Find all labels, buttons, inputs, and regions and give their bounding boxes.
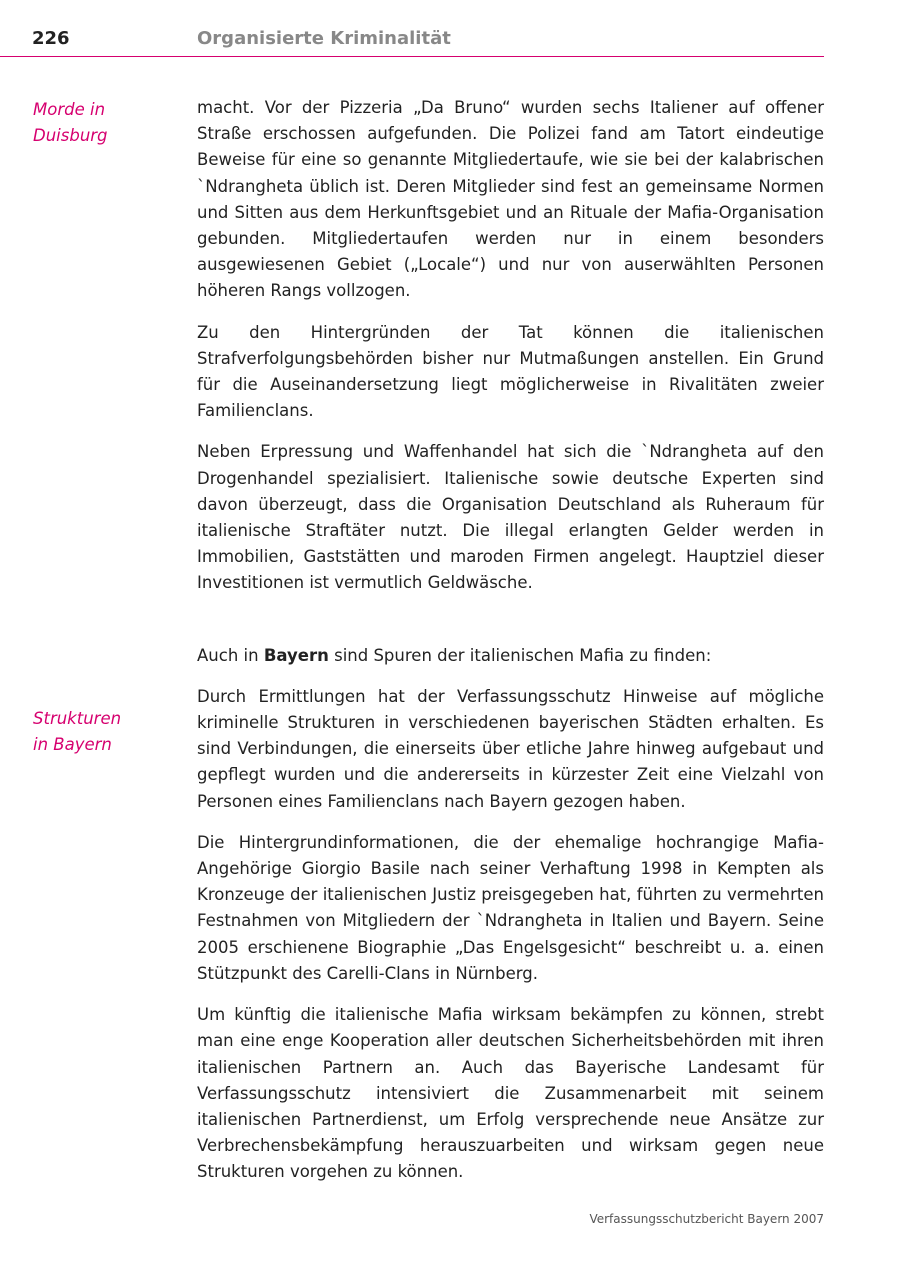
page-number: 226: [32, 28, 70, 49]
paragraph-duisburg-murders: macht. Vor der Pizzeria „Da Bruno“ wurden sechs Italiener auf offener Straße erschossen aufgefunden. Die Polizei fand am Tatort eindeutige Beweise für eine so genannte Mitgliedertaufe, wie sie bei der kalabrischen `Ndrangheta üblich ist. Deren Mitglieder sind fest an gemeinsame Normen und Sitten aus dem Herkunftsgebiet und an Rituale der Mafia-Organisation gebunden. Mitgliedertaufen werden nur in einem besonders ausgewiesenen Gebiet („Locale“) und nur von auserwählten Personen höheren Rangs vollzogen.: [197, 98, 824, 301]
header-divider: [0, 56, 824, 57]
margin-note-line: in Bayern: [33, 735, 112, 754]
intro-text-end: sind Spuren der italienischen Mafia zu finden:: [328, 645, 712, 665]
margin-note-line: Duisburg: [33, 126, 108, 145]
page-footer: Verfassungsschutzbericht Bayern 2007: [589, 1212, 824, 1226]
paragraph-cooperation: Um künftig die italienische Mafia wirksam bekämpfen zu können, strebt man eine enge Kooperation aller deutschen Sicherheitsbehörden mit ihren italienischen Partnern an. Auch das Bayerische Landesamt für Verfassungsschutz intensiviert die Zusammenarbeit mit seinem italienischen Partnerdienst, um Erfolg versprechende neue Ansätze zur Verbrechensbekämpfung herauszuarbeiten und wirksam gegen neue Strukturen vorgehen zu können.: [197, 1005, 824, 1182]
intro-text: Auch in: [197, 645, 264, 665]
margin-note-line: Strukturen: [33, 709, 122, 728]
margin-note-line: Morde in: [33, 100, 106, 119]
paragraph-drug-trade: Neben Erpressung und Waffenhandel hat sich die `Ndrangheta auf den Drogenhandel spezialisiert. Italienische sowie deutsche Experten sind davon überzeugt, dass die Organisation Deutschland als Ruheraum für italienische Straftäter nutzt. Die illegal erlangten Gelder werden in Immobilien, Gaststätten und maroden Firmen angelegt. Hauptziel dieser Investitionen ist vermutlich Geldwäsche.: [197, 442, 824, 593]
paragraph-investigations: Durch Ermittlungen hat der Verfassungsschutz Hinweise auf mögliche kriminelle Strukturen in verschiedenen bayerischen Städten erhalten. Es sind Verbindungen, die einerseits über etliche Jahre hinweg aufgebaut und gepflegt wurden und die andererseits in kürzester Zeit eine Vielzahl von Personen eines Familienclans nach Bayern gezogen haben.: [197, 686, 824, 811]
margin-note-morde-duisburg: [33, 97, 173, 149]
paragraph-basile: Die Hintergrundinformationen, die der ehemalige hochrangige Mafia-Angehörige Giorgio Basile nach seiner Verhaftung 1998 in Kempten als Kronzeuge der italienischen Justiz preisgegeben hat, führten zu vermehrten Festnahmen von Mitgliedern der `Ndrangheta in Italien und Bayern. Seine 2005 erschienene Biographie „Das Engelsgesicht“ beschreibt u. a. einen Stützpunkt des Carelli-Clans in Nürnberg.: [197, 832, 824, 983]
margin-note-strukturen-bayern: [33, 706, 173, 758]
running-header-title: Organisierte Kriminalität: [197, 28, 451, 49]
bayern-bold: Bayern: [263, 645, 329, 665]
paragraph-background: Zu den Hintergründen der Tat können die italienischen Strafverfolgungsbehörden bisher nur Mutmaßungen anstellen. Ein Grund für die Auseinandersetzung liegt möglicherweise in Rivalitäten zweier Familienclans.: [197, 322, 824, 421]
main-text-column: [197, 95, 824, 1201]
paragraph-bayern-intro: [197, 643, 824, 669]
